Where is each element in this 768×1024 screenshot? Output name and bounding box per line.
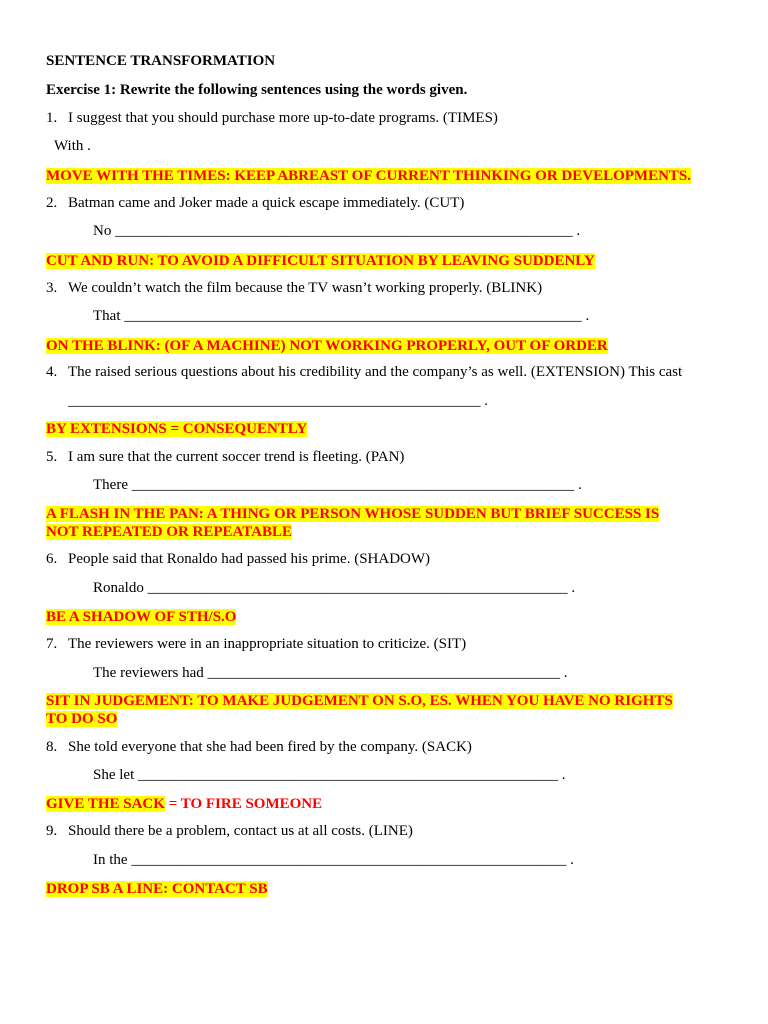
question-number: 9. — [46, 823, 58, 839]
answer-line-8: She let ________________________________________________________ . — [93, 767, 566, 783]
answer-key-text: BY EXTENSIONS = CONSEQUENTLY — [46, 421, 308, 437]
question-text: People said that Ronaldo had passed his prime. (SHADOW) — [68, 551, 431, 567]
question-8 — [46, 739, 472, 756]
answer-line-4: _______________________________________________________ . — [68, 393, 488, 409]
page-title: SENTENCE TRANSFORMATION — [46, 53, 276, 69]
answer-key-7 — [46, 692, 726, 728]
exercise-instruction: Exercise 1: Rewrite the following sentences using the words given. — [46, 82, 468, 98]
answer-key-highlight: GIVE THE SACK — [46, 796, 165, 812]
answer-key-text: MOVE WITH THE TIMES: KEEP ABREAST OF CURRENT THINKING OR DEVELOPMENTS. — [46, 168, 691, 184]
question-text: I am sure that the current soccer trend is fleeting. (PAN) — [68, 449, 405, 465]
answer-key-5 — [46, 505, 726, 541]
answer-key-3 — [46, 337, 726, 355]
answer-key-4 — [46, 420, 726, 438]
answer-line-1: With . — [54, 138, 91, 154]
question-text: Should there be a problem, contact us at all costs. (LINE) — [68, 823, 413, 839]
question-2 — [46, 195, 464, 212]
question-number: 3. — [46, 280, 58, 296]
question-text: The raised serious questions about his credibility and the company’s as well. (EXTENSION) This cast — [68, 364, 683, 380]
answer-key-6 — [46, 608, 726, 626]
answer-key-text: DROP SB A LINE: CONTACT SB — [46, 881, 268, 897]
answer-line-3: That _____________________________________________________________ . — [93, 308, 590, 324]
answer-key-8 — [46, 795, 726, 813]
answer-key-rest: = TO FIRE SOMEONE — [164, 796, 323, 812]
question-number: 1. — [46, 110, 58, 126]
answer-key-text: CUT AND RUN: TO AVOID A DIFFICULT SITUATION BY LEAVING SUDDENLY — [46, 253, 595, 269]
question-7 — [46, 636, 466, 653]
question-text: Batman came and Joker made a quick escape immediately. (CUT) — [68, 195, 465, 211]
answer-key-line-2: NOT REPEATED OR REPEATABLE — [46, 524, 293, 540]
question-3 — [46, 280, 542, 297]
answer-line-6: Ronaldo ________________________________________________________ . — [93, 580, 576, 596]
answer-key-9 — [46, 880, 726, 898]
answer-key-line-1: A FLASH IN THE PAN: A THING OR PERSON WHOSE SUDDEN BUT BRIEF SUCCESS IS — [46, 506, 660, 522]
answer-key-2 — [46, 252, 726, 270]
answer-line-2: No _____________________________________________________________ . — [93, 223, 581, 239]
question-6 — [46, 551, 430, 568]
question-number: 2. — [46, 195, 58, 211]
answer-line-5: There ___________________________________________________________ . — [93, 477, 582, 493]
question-number: 7. — [46, 636, 58, 652]
question-5 — [46, 449, 404, 466]
answer-key-line-1: SIT IN JUDGEMENT: TO MAKE JUDGEMENT ON S.O, ES. WHEN YOU HAVE NO RIGHTS — [46, 693, 673, 709]
answer-key-line-2: TO DO SO — [46, 711, 118, 727]
question-1 — [46, 110, 498, 127]
answer-key-text: ON THE BLINK: (OF A MACHINE) NOT WORKING PROPERLY, OUT OF ORDER — [46, 338, 608, 354]
question-text: I suggest that you should purchase more up-to-date programs. (TIMES) — [68, 110, 498, 126]
answer-line-9: In the __________________________________________________________ . — [93, 852, 574, 868]
question-text: We couldn’t watch the film because the TV wasn’t working properly. (BLINK) — [68, 280, 543, 296]
question-number: 6. — [46, 551, 58, 567]
answer-key-1 — [46, 167, 726, 185]
answer-line-7: The reviewers had _______________________________________________ . — [93, 665, 568, 681]
answer-key-text: BE A SHADOW OF STH/S.O — [46, 609, 237, 625]
question-text: She told everyone that she had been fired by the company. (SACK) — [68, 739, 472, 755]
question-number: 8. — [46, 739, 58, 755]
question-text: The reviewers were in an inappropriate situation to criticize. (SIT) — [68, 636, 467, 652]
question-9 — [46, 823, 413, 840]
question-number: 5. — [46, 449, 58, 465]
question-4 — [46, 364, 682, 381]
question-number: 4. — [46, 364, 58, 380]
